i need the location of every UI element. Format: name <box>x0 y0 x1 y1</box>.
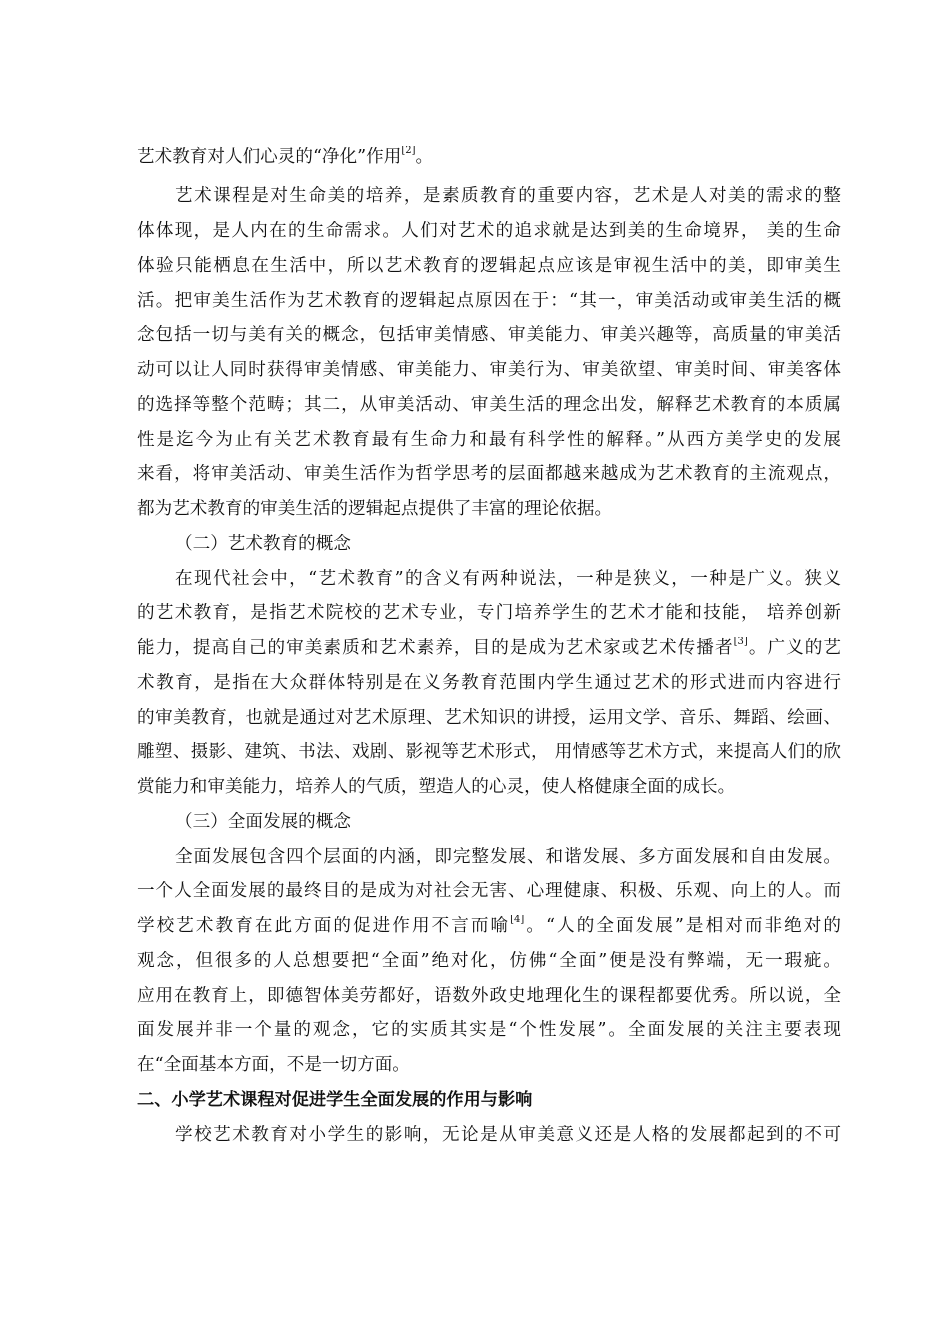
paragraph-line: 赏能力和审美能力，培养人的气质，塑造人的心灵，使人格健康全面的成长。 <box>137 777 736 797</box>
paragraph-line: 念包括一切与美有关的概念，包括审美情感、审美能力、审美兴趣等，高质量的审美活 <box>137 325 841 345</box>
paragraph-line: 面发展并非一个量的观念，它的实质其实是“个性发展”。全面发展的关注主要表现 <box>137 1020 841 1040</box>
paragraph-line: 全面发展包含四个层面的内涵，即完整发展、和谐发展、多方面发展和自由发展。 <box>175 847 841 867</box>
paragraph-line: 学校艺术教育在此方面的促进作用不言而喻[4]。“人的全面发展”是相对而非绝对的 <box>137 915 841 936</box>
paragraph-line: 能力，提高自己的审美素质和艺术素养，目的是成为艺术家或艺术传播者[3]。广义的艺 <box>137 637 841 658</box>
citation-ref: [3] <box>733 637 748 648</box>
paragraph-line: 在现代社会中，“艺术教育”的含义有两种说法，一种是狭义，一种是广义。狭义 <box>175 569 841 589</box>
paragraph-line: 体验只能栖息在生活中，所以艺术教育的逻辑起点应该是审视生活中的美，即审美生 <box>137 256 841 276</box>
paragraph-line: 艺术课程是对生命美的培养，是素质教育的重要内容，艺术是人对美的需求的整 <box>175 186 841 206</box>
paragraph-line: 的艺术教育，是指艺术院校的艺术专业，专门培养学生的艺术才能和技能， 培养创新 <box>137 603 841 623</box>
paragraph-line: 动可以让人同时获得审美情感、审美能力、审美行为、审美欲望、审美时间、审美客体 <box>137 360 841 380</box>
paragraph-line: 学校艺术教育对小学生的影响，无论是从审美意义还是人格的发展都起到的不可 <box>175 1125 841 1145</box>
paragraph-line: 性是迄今为止有关艺术教育最有生命力和最有科学性的解释。”从西方美学史的发展 <box>137 430 841 450</box>
paragraph-line: 来看，将审美活动、审美生活作为哲学思考的层面都越来越成为艺术教育的主流观点， <box>137 464 841 484</box>
paragraph-line: 应用在教育上，即德智体美劳都好，语数外政史地理化生的课程都要优秀。所以说，全 <box>137 986 841 1006</box>
paragraph-line: 术教育，是指在大众群体特别是在义务教育范围内学生通过艺术的形式进而内容进行 <box>137 673 841 693</box>
subheading-comprehensive-development-concept: （三）全面发展的概念 <box>175 812 351 832</box>
paragraph-line: 观念，但很多的人总想要把“全面”绝对化，仿佛“全面”便是没有弊端，无一瑕疵。 <box>137 951 841 971</box>
paragraph-line: 雕塑、摄影、建筑、书法、戏剧、影视等艺术形式， 用情感等艺术方式，来提高人们的欣 <box>137 742 841 762</box>
paragraph-line: 的审美教育，也就是通过对艺术原理、艺术知识的讲授，运用文学、音乐、舞蹈、绘画、 <box>137 708 841 728</box>
paragraph-line: 活。把审美生活作为艺术教育的逻辑起点原因在于：“其一，审美活动或审美生活的概 <box>137 291 841 311</box>
citation-ref: [2] <box>401 146 416 157</box>
citation-ref: [4] <box>510 915 525 926</box>
paragraph-line: 艺术教育对人们心灵的“净化”作用[2]。 <box>137 146 434 167</box>
paragraph-line: 在“全面基本方面，不是一切方面。 <box>137 1055 410 1075</box>
paragraph-line: 体体现，是人内在的生命需求。人们对艺术的追求就是达到美的生命境界， 美的生命 <box>137 221 841 241</box>
subheading-art-education-concept: （二）艺术教育的概念 <box>175 534 351 554</box>
paragraph-line: 一个人全面发展的最终目的是成为对社会无害、心理健康、积极、乐观、向上的人。而 <box>137 881 841 901</box>
paragraph-line: 都为艺术教育的审美生活的逻辑起点提供了丰富的理论依据。 <box>137 499 613 519</box>
paragraph-line: 的选择等整个范畴；其二，从审美活动、审美生活的理念出发，解释艺术教育的本质属 <box>137 395 841 415</box>
section-heading: 二、小学艺术课程对促进学生全面发展的作用与影响 <box>137 1090 533 1110</box>
